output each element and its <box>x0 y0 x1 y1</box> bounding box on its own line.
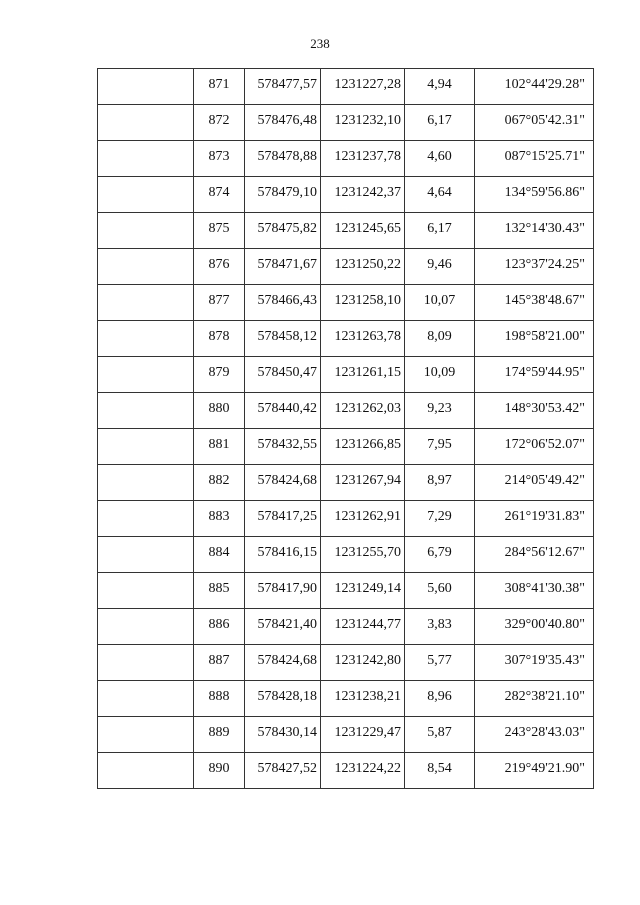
y-coordinate-cell: 1231229,47 <box>321 717 405 753</box>
direction-angle-cell: 172°06'52.07" <box>475 429 594 465</box>
empty-cell <box>98 537 194 573</box>
length-cell: 10,09 <box>405 357 475 393</box>
point-number-cell: 885 <box>194 573 245 609</box>
point-number-cell: 884 <box>194 537 245 573</box>
empty-cell <box>98 717 194 753</box>
length-cell: 6,79 <box>405 537 475 573</box>
y-coordinate-cell: 1231249,14 <box>321 573 405 609</box>
point-number-cell: 877 <box>194 285 245 321</box>
empty-cell <box>98 393 194 429</box>
y-coordinate-cell: 1231266,85 <box>321 429 405 465</box>
x-coordinate-cell: 578466,43 <box>245 285 321 321</box>
y-coordinate-cell: 1231262,91 <box>321 501 405 537</box>
x-coordinate-cell: 578427,52 <box>245 753 321 789</box>
table-row <box>98 537 594 573</box>
y-coordinate-cell: 1231262,03 <box>321 393 405 429</box>
y-coordinate-cell: 1231242,37 <box>321 177 405 213</box>
direction-angle-cell: 174°59'44.95" <box>475 357 594 393</box>
length-cell: 9,23 <box>405 393 475 429</box>
point-number-cell: 883 <box>194 501 245 537</box>
empty-cell <box>98 465 194 501</box>
length-cell: 8,96 <box>405 681 475 717</box>
x-coordinate-cell: 578421,40 <box>245 609 321 645</box>
x-coordinate-cell: 578450,47 <box>245 357 321 393</box>
table-row <box>98 681 594 717</box>
length-cell: 6,17 <box>405 213 475 249</box>
table-row <box>98 429 594 465</box>
direction-angle-cell: 308°41'30.38" <box>475 573 594 609</box>
point-number-cell: 874 <box>194 177 245 213</box>
empty-cell <box>98 609 194 645</box>
x-coordinate-cell: 578458,12 <box>245 321 321 357</box>
x-coordinate-cell: 578430,14 <box>245 717 321 753</box>
empty-cell <box>98 69 194 105</box>
length-cell: 6,17 <box>405 105 475 141</box>
point-number-cell: 886 <box>194 609 245 645</box>
point-number-cell: 888 <box>194 681 245 717</box>
x-coordinate-cell: 578416,15 <box>245 537 321 573</box>
direction-angle-cell: 134°59'56.86" <box>475 177 594 213</box>
y-coordinate-cell: 1231242,80 <box>321 645 405 681</box>
point-number-cell: 880 <box>194 393 245 429</box>
length-cell: 4,94 <box>405 69 475 105</box>
point-number-cell: 889 <box>194 717 245 753</box>
table-row <box>98 357 594 393</box>
length-cell: 4,60 <box>405 141 475 177</box>
table-row <box>98 753 594 789</box>
empty-cell <box>98 681 194 717</box>
length-cell: 8,09 <box>405 321 475 357</box>
empty-cell <box>98 213 194 249</box>
y-coordinate-cell: 1231224,22 <box>321 753 405 789</box>
empty-cell <box>98 429 194 465</box>
point-number-cell: 887 <box>194 645 245 681</box>
length-cell: 10,07 <box>405 285 475 321</box>
empty-cell <box>98 645 194 681</box>
empty-cell <box>98 285 194 321</box>
x-coordinate-cell: 578428,18 <box>245 681 321 717</box>
x-coordinate-cell: 578417,25 <box>245 501 321 537</box>
empty-cell <box>98 321 194 357</box>
direction-angle-cell: 132°14'30.43" <box>475 213 594 249</box>
direction-angle-cell: 123°37'24.25" <box>475 249 594 285</box>
empty-cell <box>98 249 194 285</box>
table-row <box>98 213 594 249</box>
empty-cell <box>98 141 194 177</box>
y-coordinate-cell: 1231261,15 <box>321 357 405 393</box>
x-coordinate-cell: 578471,67 <box>245 249 321 285</box>
direction-angle-cell: 214°05'49.42" <box>475 465 594 501</box>
x-coordinate-cell: 578424,68 <box>245 645 321 681</box>
table-row <box>98 573 594 609</box>
length-cell: 8,97 <box>405 465 475 501</box>
point-number-cell: 876 <box>194 249 245 285</box>
table-row <box>98 393 594 429</box>
y-coordinate-cell: 1231245,65 <box>321 213 405 249</box>
table-row <box>98 501 594 537</box>
table-row <box>98 645 594 681</box>
x-coordinate-cell: 578479,10 <box>245 177 321 213</box>
y-coordinate-cell: 1231244,77 <box>321 609 405 645</box>
length-cell: 8,54 <box>405 753 475 789</box>
length-cell: 5,87 <box>405 717 475 753</box>
x-coordinate-cell: 578478,88 <box>245 141 321 177</box>
length-cell: 7,29 <box>405 501 475 537</box>
length-cell: 5,60 <box>405 573 475 609</box>
direction-angle-cell: 243°28'43.03" <box>475 717 594 753</box>
length-cell: 5,77 <box>405 645 475 681</box>
coordinates-table <box>97 68 594 789</box>
direction-angle-cell: 148°30'53.42" <box>475 393 594 429</box>
table-row <box>98 609 594 645</box>
table-row <box>98 465 594 501</box>
x-coordinate-cell: 578424,68 <box>245 465 321 501</box>
empty-cell <box>98 573 194 609</box>
direction-angle-cell: 282°38'21.10" <box>475 681 594 717</box>
direction-angle-cell: 198°58'21.00" <box>475 321 594 357</box>
y-coordinate-cell: 1231232,10 <box>321 105 405 141</box>
y-coordinate-cell: 1231255,70 <box>321 537 405 573</box>
point-number-cell: 882 <box>194 465 245 501</box>
direction-angle-cell: 087°15'25.71" <box>475 141 594 177</box>
table-row <box>98 285 594 321</box>
table-row <box>98 105 594 141</box>
length-cell: 7,95 <box>405 429 475 465</box>
point-number-cell: 873 <box>194 141 245 177</box>
length-cell: 4,64 <box>405 177 475 213</box>
x-coordinate-cell: 578477,57 <box>245 69 321 105</box>
direction-angle-cell: 145°38'48.67" <box>475 285 594 321</box>
empty-cell <box>98 105 194 141</box>
direction-angle-cell: 261°19'31.83" <box>475 501 594 537</box>
table-row <box>98 249 594 285</box>
table-row <box>98 69 594 105</box>
length-cell: 3,83 <box>405 609 475 645</box>
empty-cell <box>98 177 194 213</box>
x-coordinate-cell: 578475,82 <box>245 213 321 249</box>
page-number: 238 <box>310 36 330 51</box>
y-coordinate-cell: 1231258,10 <box>321 285 405 321</box>
length-cell: 9,46 <box>405 249 475 285</box>
direction-angle-cell: 307°19'35.43" <box>475 645 594 681</box>
point-number-cell: 881 <box>194 429 245 465</box>
y-coordinate-cell: 1231227,28 <box>321 69 405 105</box>
point-number-cell: 871 <box>194 69 245 105</box>
direction-angle-cell: 284°56'12.67" <box>475 537 594 573</box>
empty-cell <box>98 501 194 537</box>
empty-cell <box>98 753 194 789</box>
direction-angle-cell: 219°49'21.90" <box>475 753 594 789</box>
point-number-cell: 872 <box>194 105 245 141</box>
empty-cell <box>98 357 194 393</box>
point-number-cell: 890 <box>194 753 245 789</box>
point-number-cell: 879 <box>194 357 245 393</box>
coordinates-table-body <box>98 69 594 789</box>
table-row <box>98 141 594 177</box>
direction-angle-cell: 067°05'42.31" <box>475 105 594 141</box>
point-number-cell: 875 <box>194 213 245 249</box>
x-coordinate-cell: 578440,42 <box>245 393 321 429</box>
direction-angle-cell: 329°00'40.80" <box>475 609 594 645</box>
y-coordinate-cell: 1231267,94 <box>321 465 405 501</box>
y-coordinate-cell: 1231250,22 <box>321 249 405 285</box>
table-row <box>98 321 594 357</box>
y-coordinate-cell: 1231238,21 <box>321 681 405 717</box>
table-row <box>98 177 594 213</box>
y-coordinate-cell: 1231237,78 <box>321 141 405 177</box>
y-coordinate-cell: 1231263,78 <box>321 321 405 357</box>
direction-angle-cell: 102°44'29.28" <box>475 69 594 105</box>
x-coordinate-cell: 578432,55 <box>245 429 321 465</box>
table-row <box>98 717 594 753</box>
x-coordinate-cell: 578476,48 <box>245 105 321 141</box>
x-coordinate-cell: 578417,90 <box>245 573 321 609</box>
point-number-cell: 878 <box>194 321 245 357</box>
